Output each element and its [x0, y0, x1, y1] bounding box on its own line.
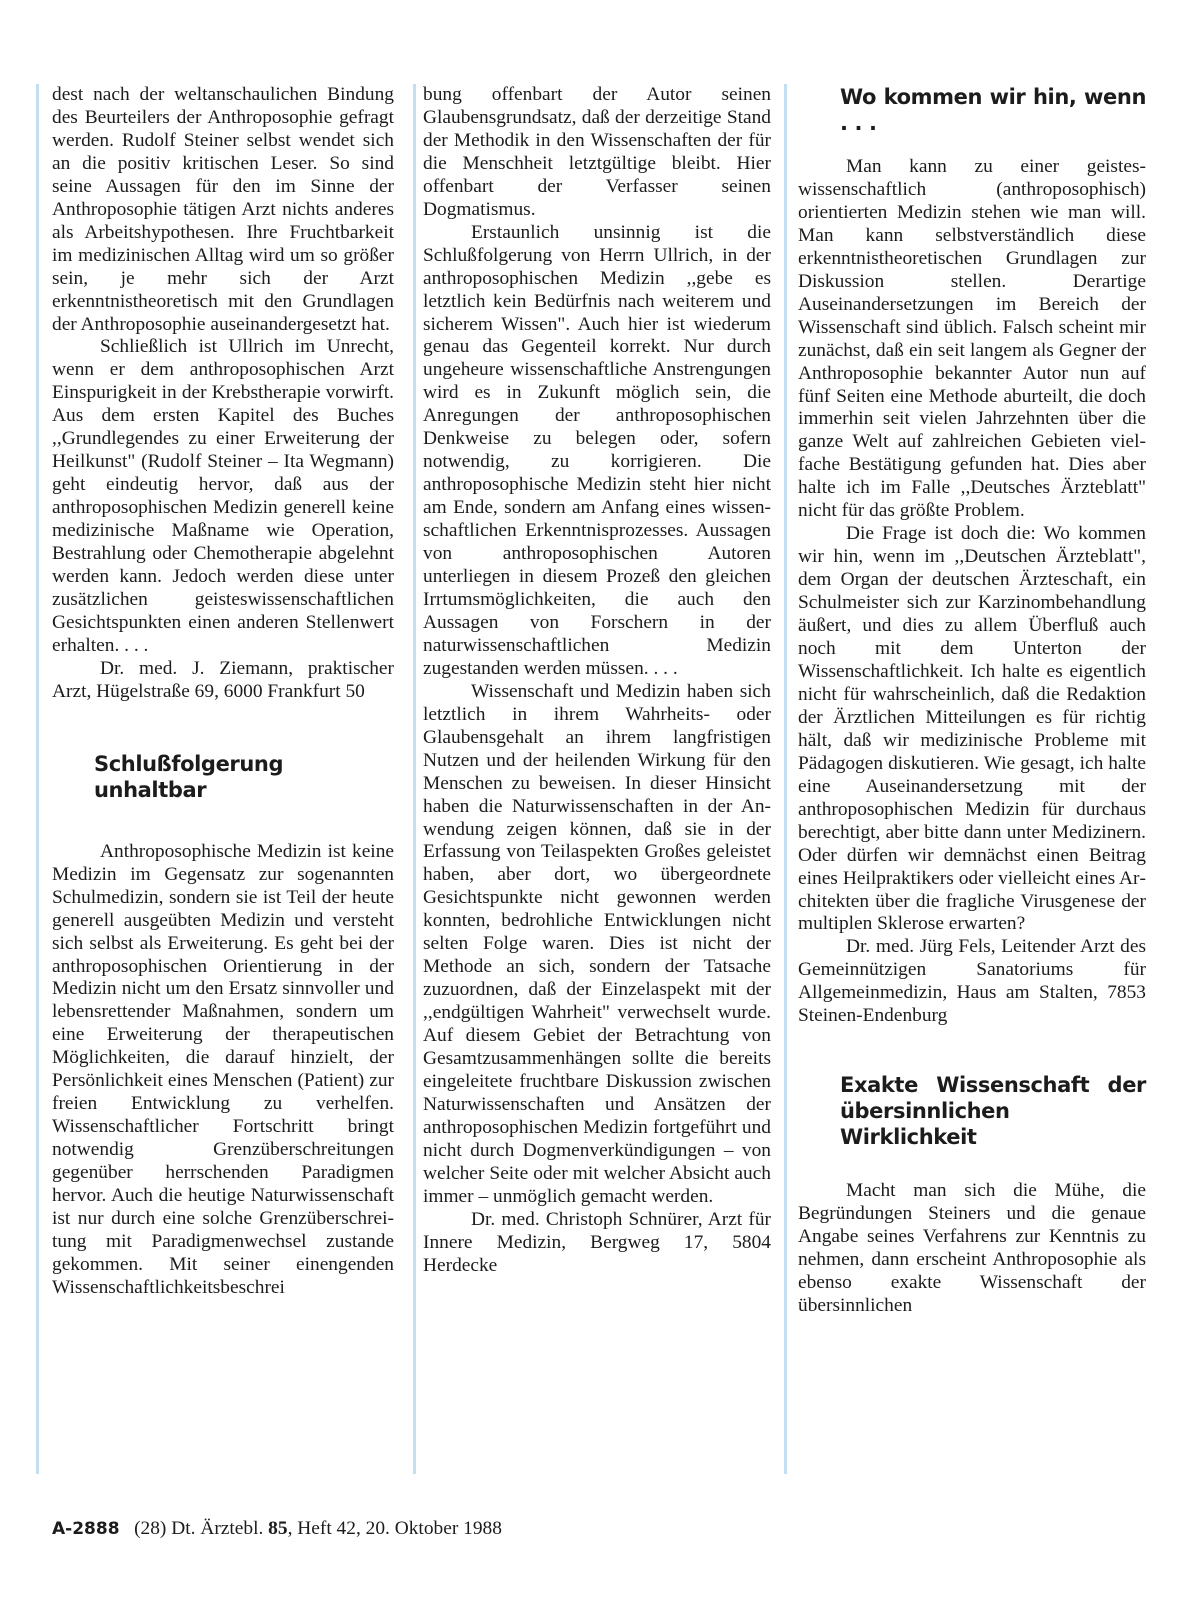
paragraph: Wissenschaft und Medizin haben sich letztlich in ihrem Wahrheits- oder Glaubensgehalt an ihrem langfristigen Nutzen und der heilenden Wirkung für den Menschen zu beweisen. In dieser Hinsicht haben die Naturwissenschaften in der Anwendung zeigen können, daß sie in der Erfassung von Teilaspekten Großes geleistet haben, aber dort, wo übergeordnete Gesichtspunkte nicht gewonnen werden konnten, bedrohliche Entwicklungen nicht selten Folge waren. Dies ist nicht der Methode an sich, sondern der Tatsache zuzuordnen, daß der Einzelaspekt mit der ,,endgültigen Wahrheit" verwechselt wurde. Auf diesem Gebiet der Betrachtung von Gesamtzusammenhängen sollte die bereits eingeleitete fruchtbare Diskussion zwischen Naturwissenschaften und Ansätzen der anthroposophischen Medizin fortgeführt und nicht durch Dogmenverkündigungen – von welcher Seite oder mit welcher Absicht auch immer – unmöglich gemacht werden.	[423, 680, 771, 1207]
paragraph: Man kann zu einer geisteswissenschaftlich (anthroposophisch) orientierten Medizin stehen wie man will. Man kann selbstverständlich diese erkenntnistheoretischen Grundlagen zur Diskussion stellen. Derartige Auseinandersetzungen im Bereich der Wissenschaft sind üblich. Falsch scheint mir zunächst, daß ein seit langem als Gegner der Anthroposophie bekannter Autor nun auf fünf Seiten eine Methode aburteilt, die doch immerhin seit vielen Jahrzehnten über die ganze Welt auf zahlreichen Gebieten vielfache Bestätigung gefunden hat. Dies aber halte ich im Falle ,,Deutsches Ärzteblatt" nicht für das größte Problem.	[798, 156, 1146, 522]
column-rule-left	[36, 84, 39, 1474]
section-heading: Schlußfolgerung unhaltbar	[94, 751, 284, 802]
paragraph: Macht man sich die Mühe, die Begründungen Steiners und die genaue Angabe seines Verfahrens zur Kenntnis zu nehmen, dann erscheint Anthroposophie als ebenso exakte Wissenschaft der übersinnlichen	[798, 1180, 1146, 1316]
paragraph: Erstaunlich unsinnig ist die Schlußfolgerung von Herrn Ullrich, in der anthroposophischen Medizin ,,gebe es letztlich kein Bedürfnis nach weiterem und sicherem Wissen". Auch hier ist wiederum genau das Gegenteil korrekt. Nur durch ungeheure wissenschaftliche Anstrengungen wird es in Zukunft möglich sein, die Anregungen der anthroposophischen Denkweise zu belegen oder, sofern notwendig, zu korrigieren. Die anthroposophische Medizin steht hier nicht am Ende, sondern am Anfang eines wissenschaftlichen Erkenntnisprozesses. Aussagen von anthroposophischen Autoren unterliegen in diesem Prozeß den gleichen Irrtumsmöglichkeiten, die auch den Aussagen von Forschern in der naturwissenschaftlichen Medizin zugestanden werden müssen. . . .	[423, 221, 771, 679]
paragraph: Schließlich ist Ullrich im Unrecht, wenn er dem anthroposophischen Arzt Einspurigkeit in der Krebstherapie vorwirft. Aus dem ersten Kapitel des Buches ,,Grundlegendes zu einer Erweiterung der Heilkunst" (Rudolf Steiner – Ita Wegmann) geht eindeutig hervor, daß aus der anthroposophischen Medizin generell keine medizinische Maßname wie Operation, Bestrahlung oder Chemotherapie abgelehnt werden kann. Jedoch werden diese unter zusätzlichen geisteswissenschaftlichen Gesichtspunkten einen anderen Stellenwert erhalten. . . .	[52, 336, 394, 656]
section-heading: Wo kommen wir hin, wenn . . .	[840, 85, 1146, 135]
page-number: A-2888	[52, 1519, 120, 1539]
paragraph: Anthroposophische Medizin ist keine Medizin im Gegensatz zur sogenannten Schulmedizin, sondern sie ist Teil der heute generell ausgeübten Medizin und versteht sich selbst als Erweiterung. Es geht bei der anthroposophischen Orientierung in der Medizin nicht um den Ersatz sinnvoller und lebensrettender Maßnahmen, sondern um eine Erweiterung der therapeutischen Möglichkeiten, die darauf hinzielt, der Persönlichkeit eines Menschen (Patient) zur freien Entwicklung zu verhelfen. Wissenschaftlicher Fortschritt bringt notwendig Grenzüberschreitungen gegenüber herrschenden Paradigmen hervor. Auch die heutige Naturwissenschaft ist nur durch eine solche Grenzüberschreitung mit Paradigmenwechsel zustande gekommen. Mit seiner einengenden Wissenschaftlichkeitsbeschrei	[52, 840, 394, 1298]
column-rule-right	[784, 84, 787, 1474]
author-signature: Dr. med. Jürg Fels, Leitender Arzt des Gemeinnützigen Sanatoriums für Allgemeinmedizin, Haus am Stalten, 7853 Steinen-Endenburg	[798, 936, 1146, 1027]
journal-volume: 85	[268, 1518, 288, 1539]
section-heading: Exakte Wissenschaft der übersinnlichen Wirklichkeit	[840, 1073, 1146, 1150]
page-footer	[52, 1518, 502, 1540]
journal-citation: (28) Dt. Ärztebl.	[134, 1518, 264, 1539]
journal-issue-date: , Heft 42, 20. Oktober 1988	[287, 1518, 502, 1539]
column-middle	[423, 84, 771, 1278]
paragraph: bung offenbart der Autor seinen Glaubensgrundsatz, daß der derzeitige Stand der Methodik in den Wissenschaften der für die Menschheit letztgültige bleibt. Hier offenbart der Verfasser seinen Dogmatismus.	[423, 84, 771, 220]
column-right	[798, 84, 1146, 1318]
paragraph: dest nach der weltanschaulichen Bindung des Beurteilers der Anthroposophie gefragt werden. Rudolf Steiner selbst wendet sich an die positiv kritischen Leser. So sind seine Aussagen für den im Sinne der Anthroposophie tätigen Arzt nichts anderes als Arbeitshypothesen. Ihre Fruchtbarkeit im medizinischen Alltag wird um so größer sein, je mehr sich der Arzt erkenntnistheoretisch mit den Grundlagen der Anthroposophie auseinandergesetzt hat.	[52, 84, 394, 335]
paragraph: Die Frage ist doch die: Wo kommen wir hin, wenn im ,,Deutschen Ärzteblatt", dem Organ der deutschen Ärzteschaft, ein Schulmeister sich zur Karzinombehandlung äußert, und dies zu allem Überfluß auch noch mit dem Unterton der Wissenschaftlichkeit. Ich halte es eigentlich nicht für wahrscheinlich, daß die Redaktion der Ärztlichen Mitteilungen es für richtig hält, daß wir medizinische Probleme mit Pädagogen diskutieren. Wie gesagt, ich halte eine Auseinandersetzung mit der anthroposophischen Medizin für durchaus berechtigt, aber bitte dann unter Medizinern. Oder dürfen wir demnächst einen Beitrag eines Heilpraktikers oder vielleicht eines Architekten über die fragliche Virusgenese der multiplen Sklerose erwarten?	[798, 523, 1146, 935]
column-left	[52, 84, 394, 1300]
column-rule-middle	[413, 84, 416, 1474]
author-signature: Dr. med. Christoph Schnürer, Arzt für Innere Medizin, Bergweg 17, 5804 Herdecke	[423, 1208, 771, 1276]
author-signature: Dr. med. J. Ziemann, praktischer Arzt, Hügelstraße 69, 6000 Frankfurt 50	[52, 657, 394, 702]
